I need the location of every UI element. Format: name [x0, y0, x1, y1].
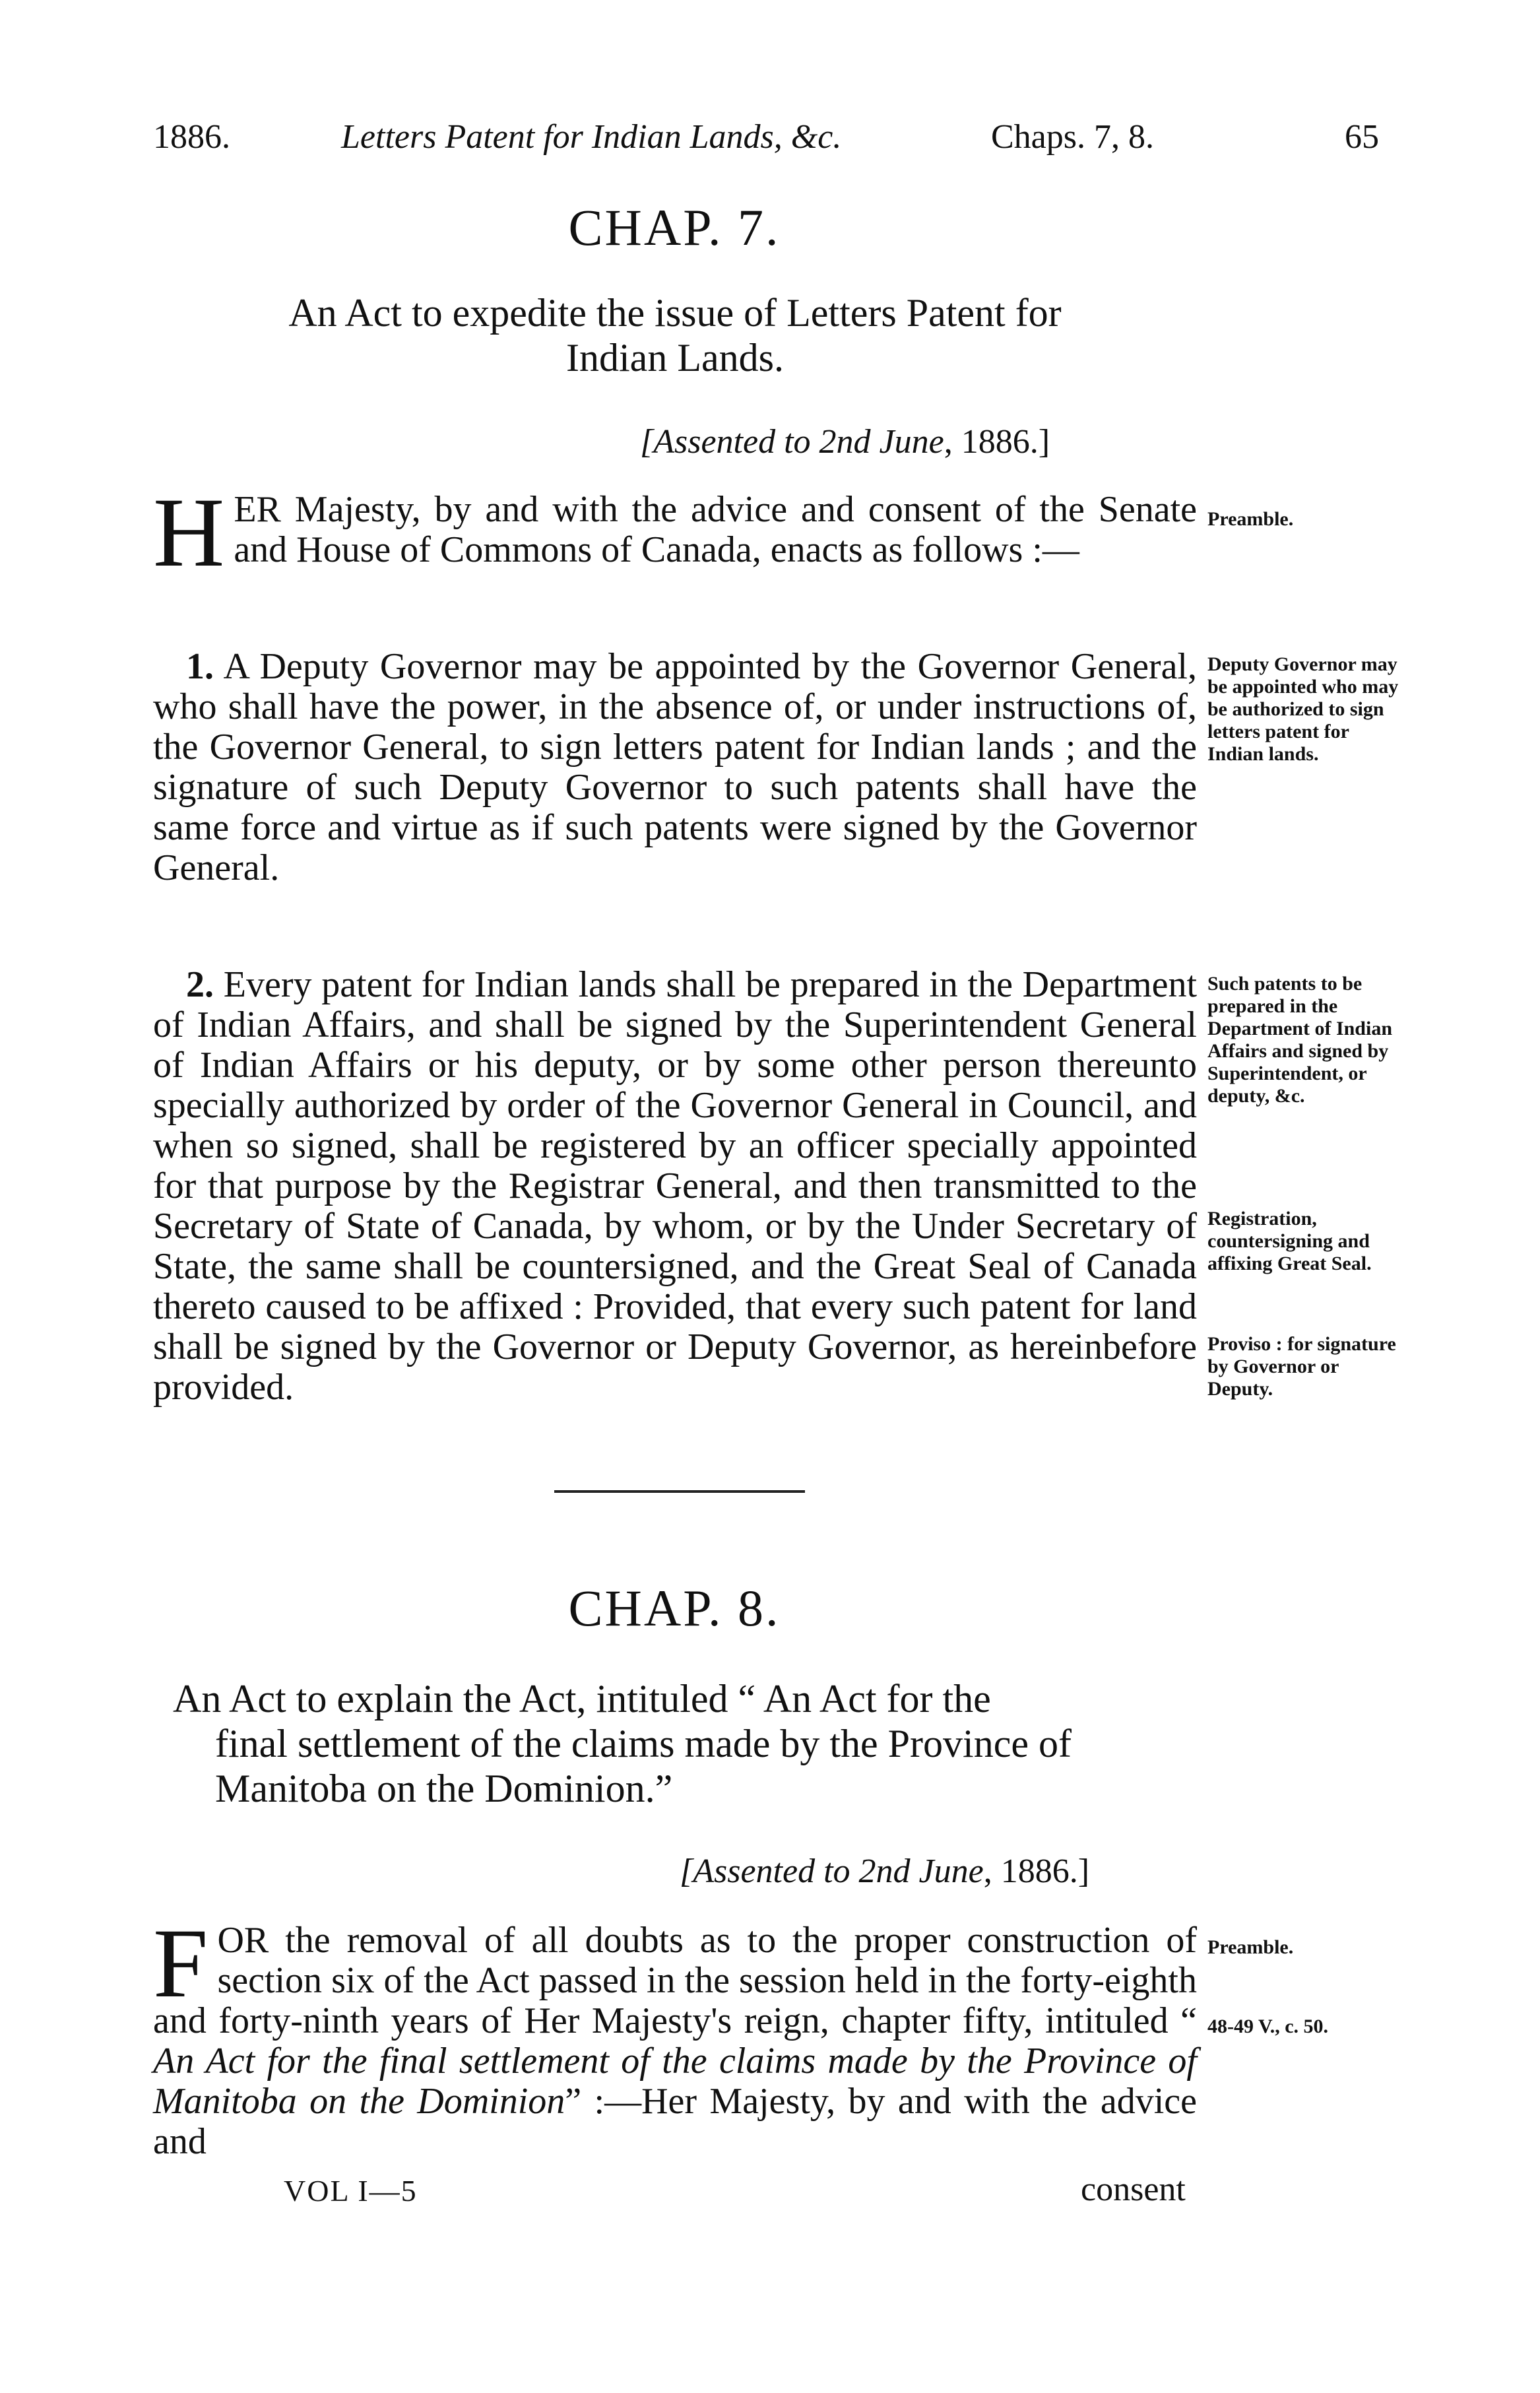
assent-date: 2nd June — [858, 1852, 984, 1890]
chapter-8-title-line-1: An Act to explain the Act, intituled “ An Act for the — [173, 1677, 991, 1721]
running-head-title: Letters Patent for Indian Lands, &c. — [341, 118, 842, 156]
chapter-7-title — [153, 290, 1197, 380]
chapter-8-heading: CHAP. 8. — [568, 1579, 781, 1637]
section-number: 2. — [186, 964, 214, 1005]
chapter-7-title-line-1: An Act to expedite the issue of Letters Patent for — [288, 291, 1062, 335]
margin-note-section-2-a: Such patents to be prepared in the Department of Indian Affairs and signed by Superintendent, or deputy, &c. — [1207, 973, 1393, 1107]
chapter-7-section-1 — [153, 647, 1197, 888]
margin-note-section-2-b: Registration, countersigning and affixing Great Seal. — [1207, 1208, 1372, 1274]
running-head — [153, 117, 1379, 157]
assent-date: 2nd June — [819, 423, 944, 461]
assent-year: , 1886.] — [983, 1852, 1090, 1890]
chapter-7-preamble — [153, 478, 1197, 587]
assent-year: , 1886.] — [944, 423, 1050, 461]
preamble-text: ER Majesty, by and with the advice and consent of the Senate and House of Commons of Canada, enacts as follows :— — [234, 489, 1197, 570]
chapter-7-title-line-2: Indian Lands. — [566, 336, 784, 379]
preamble-text-end: ” :—Her Majesty, by and with the advice and — [153, 2081, 1197, 2162]
preamble-text-start: OR the removal of all doubts as to the proper construction of section six of the Act passed in the session held in the forty-eighth and forty-ninth years of Her Majesty's reign, chapter fifty, intituled “ — [153, 1920, 1197, 2041]
chapter-8-assent — [680, 1852, 1089, 1891]
chapter-7-heading: CHAP. 7. — [568, 199, 781, 256]
chapter-7-section-2 — [153, 965, 1197, 1408]
margin-note-section-2-c: Proviso : for signature by Governor or Deputy. — [1207, 1333, 1396, 1400]
section-divider — [554, 1490, 805, 1493]
section-text: A Deputy Governor may be appointed by the Governor General, who shall have the power, in the absence of, or under instructions of, the Governor General, to sign letters patent for Indian lands ; and the signature of such Deputy Governor to such patents shall have the same force and virtue as if such patents were signed by the Governor General. — [153, 646, 1197, 888]
margin-note-preamble-8: Preamble. — [1207, 1936, 1294, 1958]
margin-note-section-1: Deputy Governor may be appointed who may be authorized to sign letters patent for Indian lands. — [1207, 653, 1399, 765]
page-number: 65 — [1345, 118, 1379, 156]
running-head-chapters: Chaps. 7, 8. — [991, 118, 1154, 156]
catchword: consent — [1081, 2171, 1186, 2208]
section-text: Every patent for Indian lands shall be prepared in the Department of Indian Affairs, and shall be signed by the Superintendent General of Indian Affairs or his deputy, or by some other person thereunto specially authorized by order of the Governor General in Council, and when so signed, shall be registered by an officer specially appointed for that purpose by the Registrar General, and then transmitted to the Secretary of State of Canada, by whom, or by the Under Secretary of State, the same shall be countersigned, and the Great Seal of Canada thereto caused to be affixed : Provided, that every such patent for land shall be signed by the Governor or Deputy Governor, as hereinbefore provided. — [153, 964, 1198, 1408]
cited-act-title: An Act for the final settlement of the claims made by the Province of Manitoba on the Dominion — [153, 2041, 1197, 2122]
margin-note-preamble: Preamble. — [1207, 508, 1294, 530]
running-head-year: 1886. — [153, 118, 230, 156]
dropcap-letter: H — [153, 478, 225, 587]
margin-note-citation: 48-49 V., c. 50. — [1207, 2016, 1329, 2037]
dropcap-letter: F — [153, 1909, 209, 2018]
chapter-8-title — [173, 1676, 1202, 1811]
volume-signature: VOL I—5 — [284, 2174, 418, 2208]
chapter-8-preamble — [153, 1909, 1197, 2162]
section-number: 1. — [186, 646, 214, 687]
chapter-7-assent — [640, 422, 1050, 462]
assent-prefix: [Assented to — [680, 1852, 859, 1890]
chapter-8-title-line-2: final settlement of the claims made by the Province of — [215, 1722, 1072, 1765]
chapter-8-title-line-3: Manitoba on the Dominion.” — [215, 1767, 673, 1810]
assent-prefix: [Assented to — [640, 423, 819, 461]
